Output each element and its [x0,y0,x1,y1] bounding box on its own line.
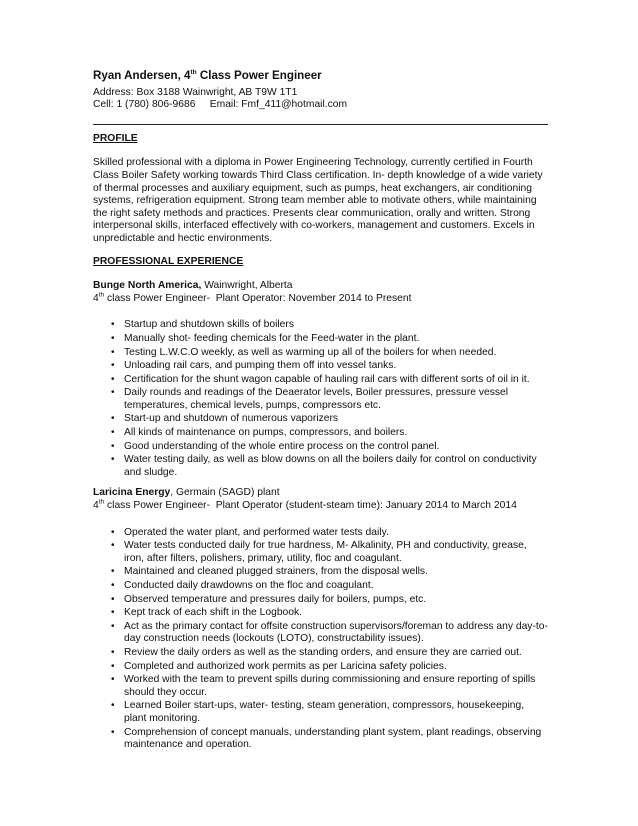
list-item: • Act as the primary contact for offsite construction supervisors/foreman to address any day-to-day construction needs (lockouts (LOTO), constructability issues). [124,621,548,646]
role-number: 4 [93,500,99,512]
role-text: class Power Engineer- Plant Operator (student-steam time): January 2014 to March 2014 [104,500,517,512]
company-location: Wainwright, Alberta [201,280,293,292]
name-text: Ryan Andersen, 4 [93,69,191,82]
list-item: • Kept track of each shift in the Logbook. [124,607,548,620]
title-text: Class Power Engineer [196,69,322,82]
profile-heading: PROFILE [93,132,138,144]
list-item: • Testing L.W.C.O weekly, as well as warming up all of the boilers for when needed. [124,347,548,360]
experience-heading: PROFESSIONAL EXPERIENCE [93,255,244,267]
list-item: • Completed and authorized work permits as per Laricina safety policies. [124,661,548,674]
company-location: , Germain (SAGD) plant [170,487,280,499]
list-item: • Manually shot- feeding chemicals for the Feed-water in the plant. [124,333,548,346]
company-name: Laricina Energy [93,487,171,499]
role-number: 4 [93,292,99,304]
list-item: • Start-up and shutdown of numerous vaporizers [124,413,548,426]
list-item: • Daily rounds and readings of the Deaerator levels, Boiler pressures, pressure vessel temperatures, chemical levels, pumps, compressors etc. [124,387,548,412]
job-duties-list [93,527,548,752]
list-item: • Certification for the shunt wagon capable of hauling rail cars with different sorts of oil in it. [124,374,548,387]
resume-page [93,70,548,760]
list-item: • Conducted daily drawdowns on the floc and coagulant. [124,580,548,593]
role-text: class Power Engineer- Plant Operator: November 2014 to Present [104,292,412,304]
company-name: Bunge North America, [93,280,202,292]
job-role-line [93,293,548,306]
contact-line: Cell: 1 (780) 806-9686 Email: Fmf_411@hotmail.com [93,99,348,111]
job-role-line [93,500,548,513]
list-item: • Startup and shutdown skills of boilers [124,319,548,332]
list-item: • All kinds of maintenance on pumps, compressors, and boilers. [124,427,548,440]
role-superscript: th [98,498,105,506]
list-item: • Review the daily orders as well as the standing orders, and ensure they are carried out. [124,647,548,660]
role-superscript: th [98,291,105,299]
list-item: • Water tests conducted daily for true hardness, M- Alkalinity, PH and conductivity, grease, iron, after filters, polishers, primary, utility, floc and coagulant. [124,540,548,565]
name-title [93,70,548,83]
list-item: • Good understanding of the whole entire process on the control panel. [124,441,548,454]
job-company-line [93,280,548,293]
list-item: • Maintained and cleaned plugged strainers, from the disposal wells. [124,566,548,579]
list-item: • Operated the water plant, and performed water tests daily. [124,527,548,540]
list-item: • Observed temperature and pressures daily for boilers, pumps, etc. [124,594,548,607]
list-item: • Worked with the team to prevent spills during commissioning and ensure reporting of spills should they occur. [124,674,548,699]
list-item: • Learned Boiler start-ups, water- testing, steam generation, compressors, housekeeping, plant monitoring. [124,700,548,725]
list-item: • Unloading rail cars, and pumping them off into vessel tanks. [124,360,548,373]
list-item: • Comprehension of concept manuals, understanding plant system, plant readings, observing maintenance and operation. [124,727,548,752]
name-superscript: th [190,69,197,77]
job-duties-list [93,319,548,479]
profile-text: Skilled professional with a diploma in Power Engineering Technology, currently certified in Fourth Class Boiler Safety working towards Third Class certification. In- depth knowledge of a wide variety of thermal processes and auxiliary equipment, such as pumps, heat exchangers, air conditioning systems, refrigeration equipment. Strong team member able to motivate others, while maintaining the right safety methods and practices. Presents clear communication, orally and written. Strong interpersonal skills, interfaced effectively with co-workers, management and customers. Excels in unpredictable and hectic environments. [93,157,543,244]
header-divider [93,124,548,125]
job-company-line [93,487,548,500]
address-line: Address: Box 3188 Wainwright, AB T9W 1T1 [93,86,298,98]
list-item: • Water testing daily, as well as blow downs on all the boilers daily for control on conductivity and sludge. [124,454,548,479]
